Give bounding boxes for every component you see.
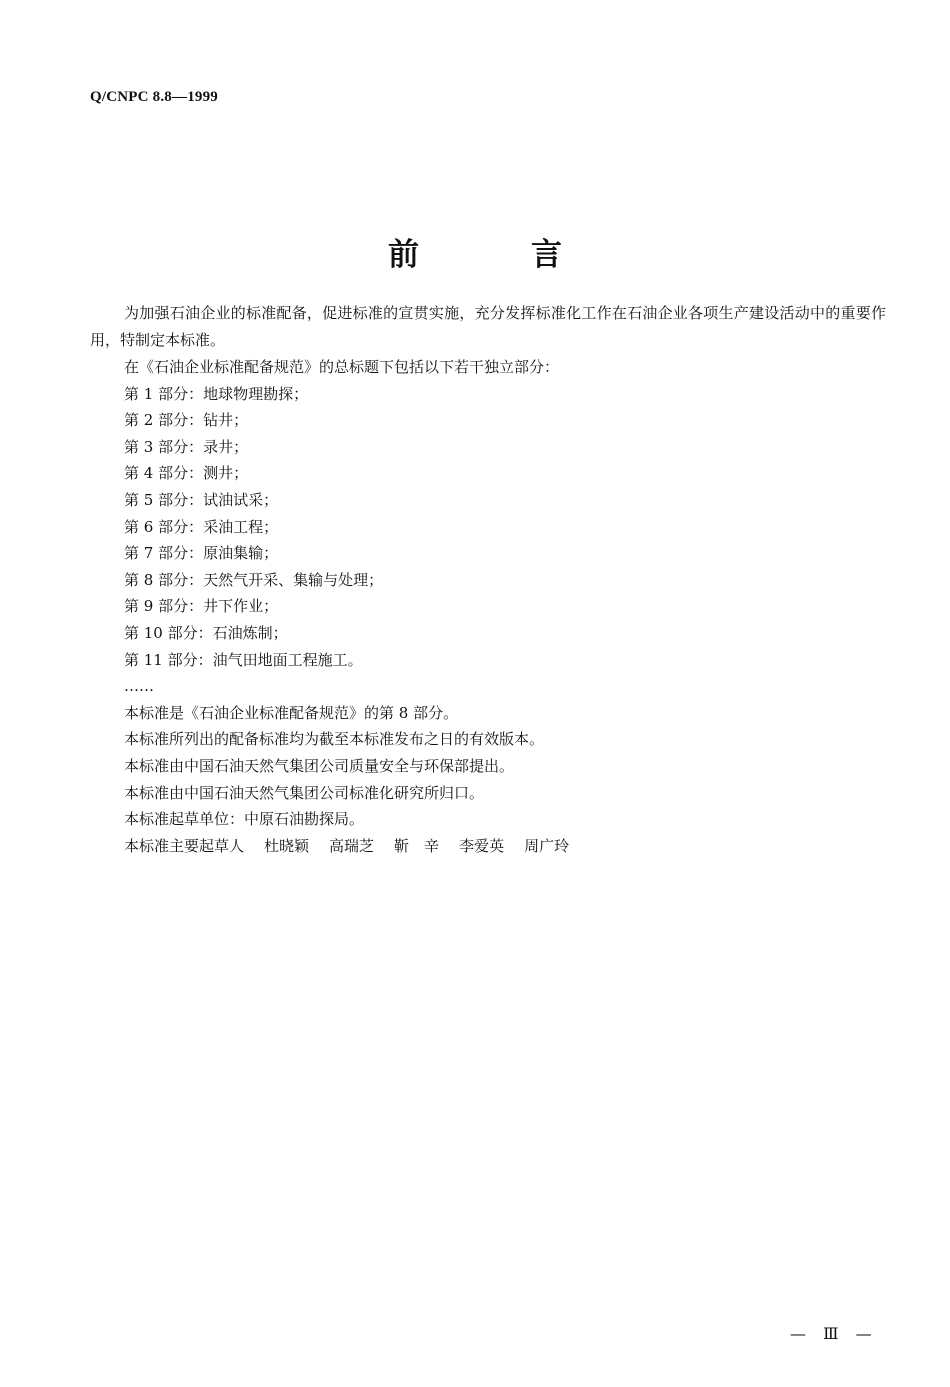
- statement: 本标准起草单位：中原石油勘探局。: [124, 810, 365, 829]
- part-item: 第 4 部分：测井；: [124, 464, 249, 483]
- statement: 本标准由中国石油天然气集团公司标准化研究所归口。: [124, 783, 485, 802]
- part-item: 第 11 部分：油气田地面工程施工。: [124, 650, 363, 669]
- title-char-right: 言: [531, 237, 562, 273]
- statement: 本标准由中国石油天然气集团公司质量安全与环保部提出。: [124, 756, 515, 775]
- drafter-name: 周广玲: [524, 836, 570, 855]
- drafter-name: 李爱英: [459, 836, 505, 855]
- page-title: [0, 232, 950, 278]
- part-item: 第 2 部分：钻井；: [124, 411, 249, 430]
- foreword-body: [90, 300, 886, 859]
- part-item: 第 6 部分：采油工程；: [124, 517, 279, 536]
- standard-code: Q/CNPC 8.8—1999: [90, 89, 218, 105]
- part-item: 第 5 部分：试油试采；: [124, 490, 279, 509]
- statement: 本标准所列出的配备标准均为截至本标准发布之日的有效版本。: [124, 730, 545, 749]
- page-number: — Ⅲ —: [790, 1324, 878, 1343]
- drafters-line: [90, 833, 886, 860]
- part-item: 第 3 部分：录井；: [124, 437, 249, 456]
- ellipsis: ……: [124, 677, 154, 696]
- statement: 本标准是《石油企业标准配备规范》的第 8 部分。: [124, 703, 459, 722]
- part-item: 第 7 部分：原油集输；: [124, 544, 279, 563]
- part-item: 第 1 部分：地球物理勘探；: [124, 384, 309, 403]
- part-item: 第 10 部分：石油炼制；: [124, 623, 288, 642]
- part-item: 第 8 部分：天然气开采、集输与处理；: [124, 570, 384, 589]
- drafters-label: 本标准主要起草人: [124, 836, 245, 855]
- drafter-name: 高瑞芝: [329, 836, 375, 855]
- part-item: 第 9 部分：井下作业；: [124, 597, 279, 616]
- drafter-name: 杜晓颖: [264, 836, 310, 855]
- intro-paragraph: 为加强石油企业的标准配备，促进标准的宣贯实施，充分发挥标准化工作在石油企业各项生产建设活动中的重要作用，特制定本标准。: [90, 304, 886, 349]
- drafter-name: 靳 辛: [394, 836, 440, 855]
- series-intro: 在《石油企业标准配备规范》的总标题下包括以下若干独立部分：: [124, 358, 560, 376]
- title-char-left: 前: [388, 237, 419, 273]
